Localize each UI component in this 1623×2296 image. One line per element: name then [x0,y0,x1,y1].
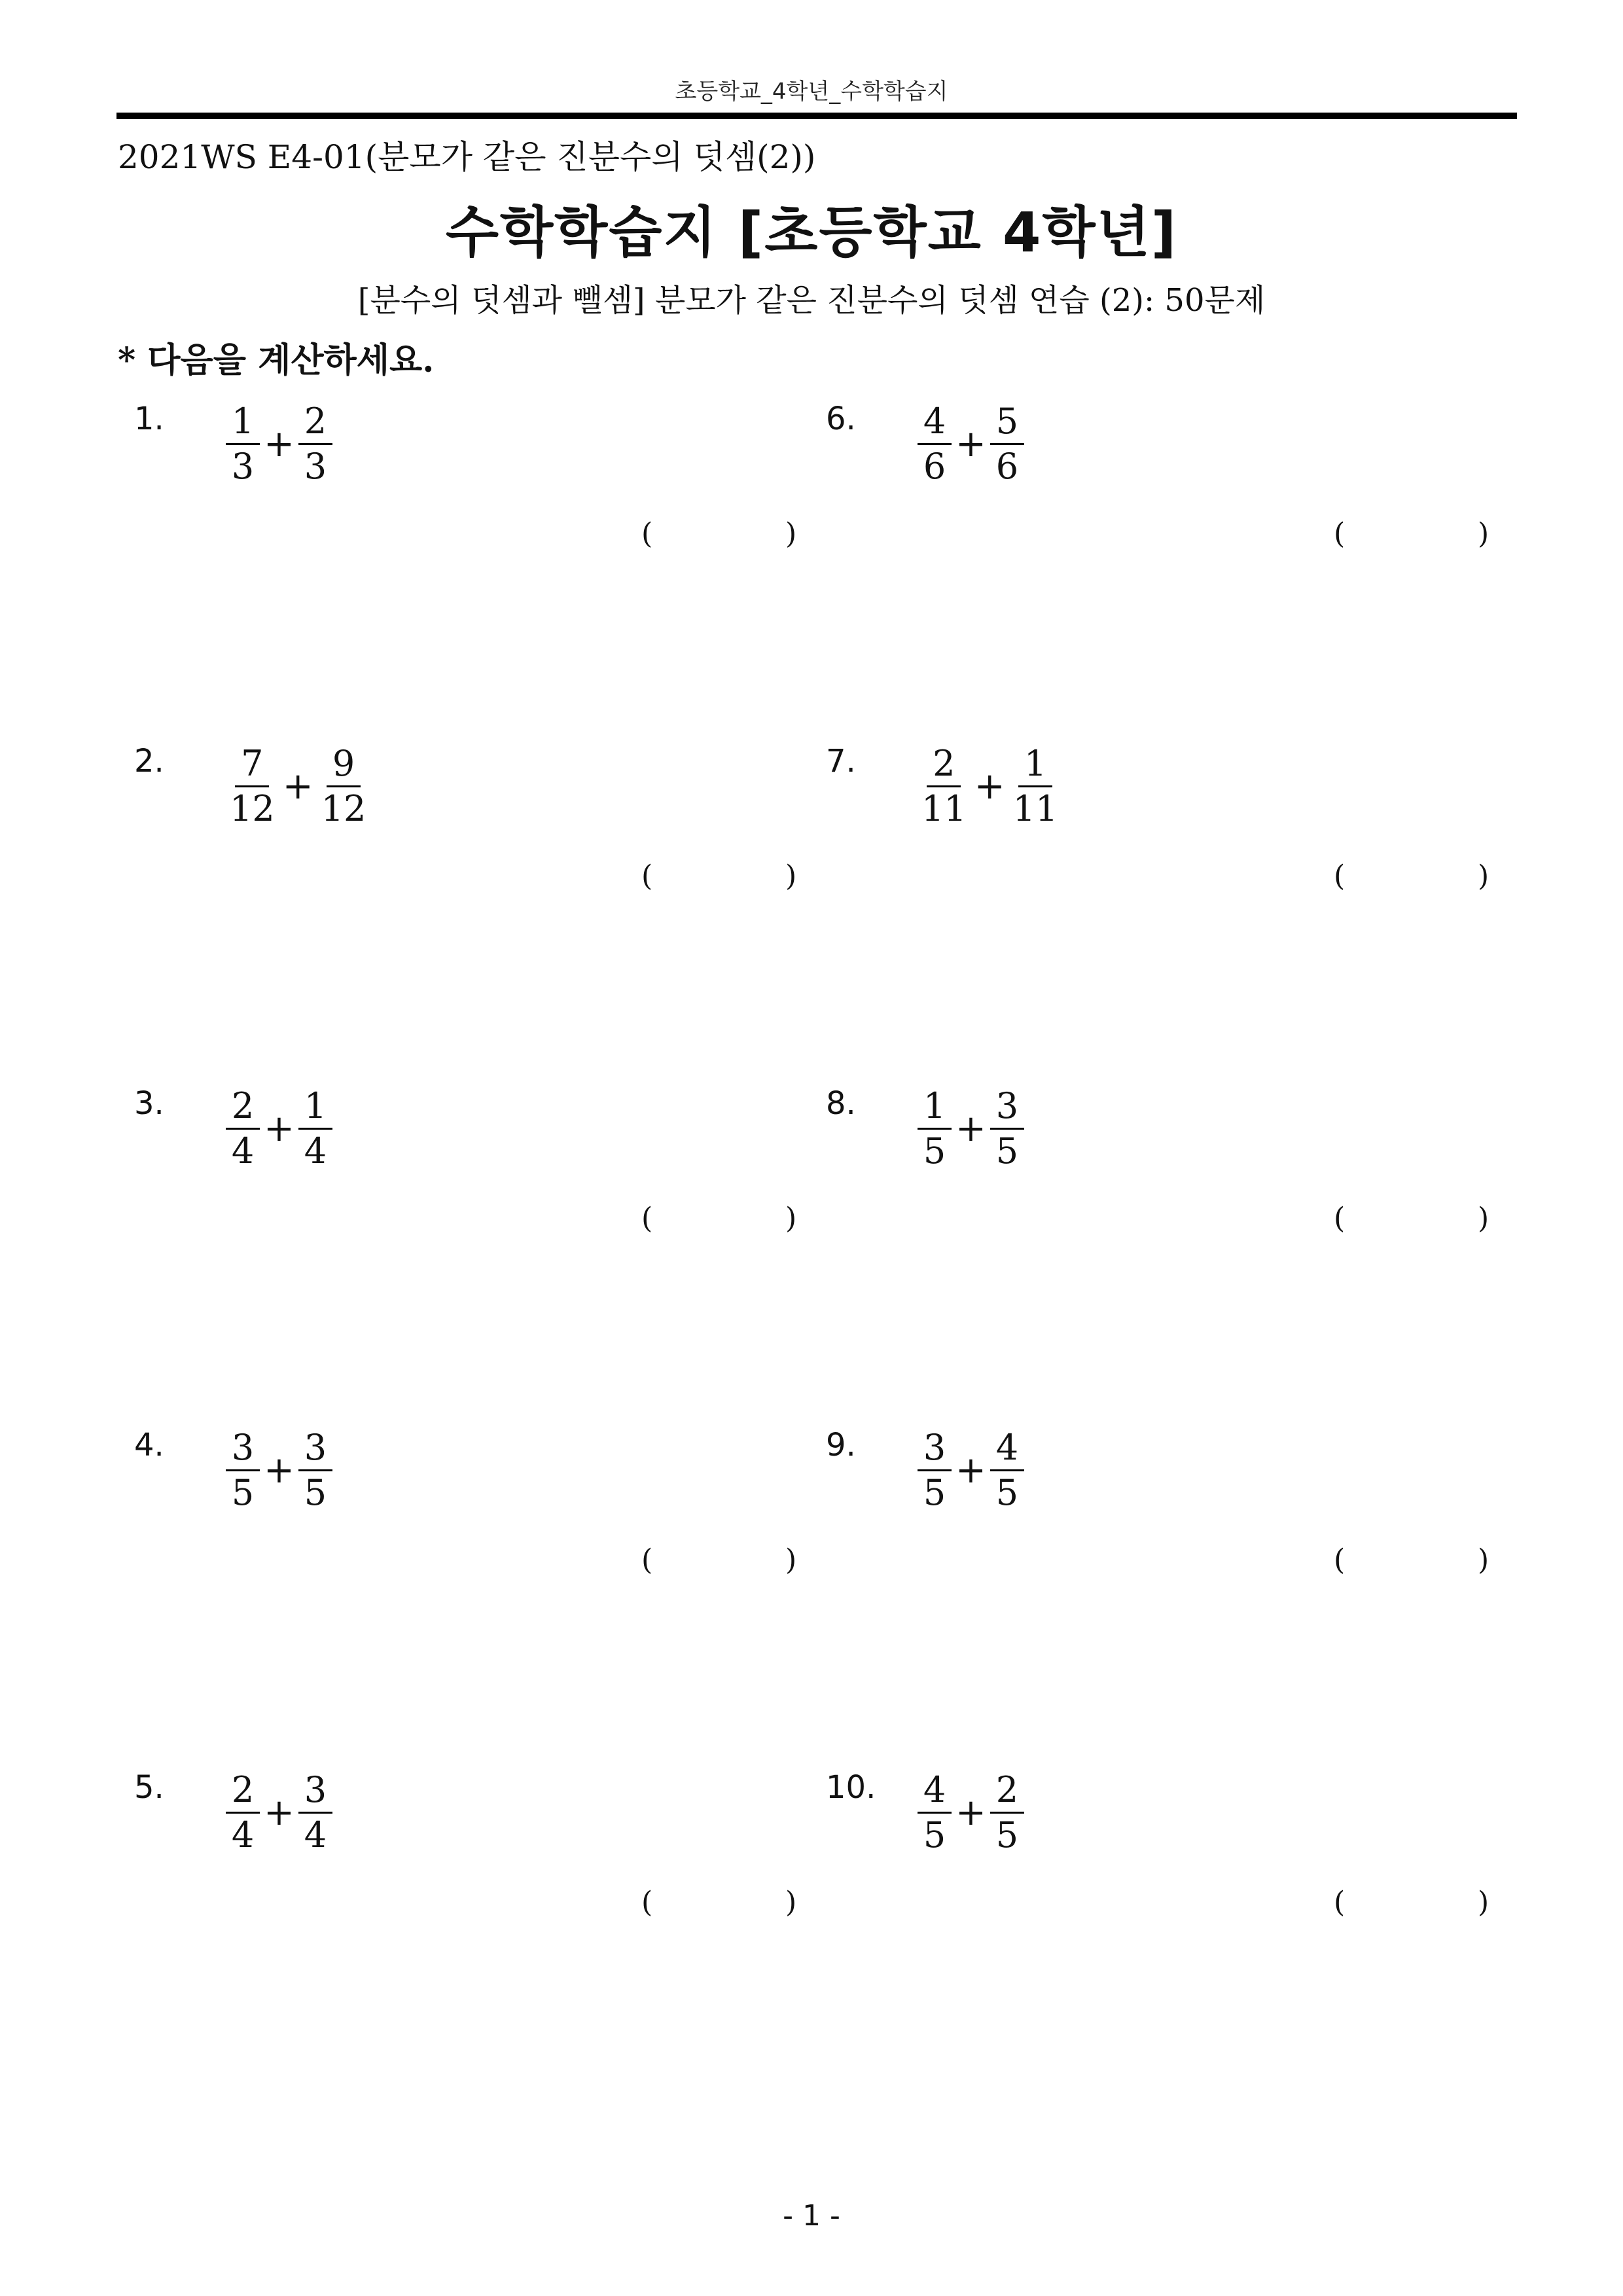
fraction-expression [918,1427,1024,1513]
answer-paren-close: ) [1478,1886,1489,1919]
plus-sign: + [955,1107,986,1150]
problem-9 [826,1427,1520,1584]
problem-3 [134,1085,828,1242]
fraction-a [918,1085,952,1172]
denominator: 12 [230,788,275,829]
answer-paren-open: ( [641,517,653,550]
fraction-expression [918,401,1024,487]
fraction-expression [226,1085,332,1172]
denominator: 3 [231,446,255,487]
numerator: 5 [990,404,1024,445]
worksheet-code: 2021WS E4-01(분모가 같은 진분수의 덧셈(2)) [118,138,816,176]
numerator: 4 [918,404,952,445]
plus-sign: + [264,1107,294,1150]
denominator: 4 [231,1814,255,1856]
numerator: 1 [226,404,260,445]
denominator: 5 [231,1472,255,1513]
numerator: 2 [927,746,961,787]
answer-paren-close: ) [1478,517,1489,550]
answer-paren-close: ) [1478,859,1489,893]
numerator: 4 [918,1772,952,1814]
fraction-a [226,1427,260,1513]
answer-paren-close: ) [785,517,797,550]
fraction-expression [226,1427,332,1513]
fraction-a [226,401,260,487]
answer-paren-close: ) [1478,1543,1489,1577]
problem-7 [826,743,1520,900]
fraction-a [226,1085,260,1172]
problem-number: 9. [826,1427,856,1463]
numerator: 2 [990,1772,1024,1814]
answer-paren-open: ( [1334,1202,1346,1235]
fraction-expression [918,1085,1024,1172]
denominator: 5 [923,1472,946,1513]
denominator: 5 [304,1472,327,1513]
fraction-b [298,1085,332,1172]
fraction-expression [918,743,1061,829]
fraction-a [918,743,971,829]
header-rule [116,113,1517,119]
problem-number: 5. [134,1769,164,1806]
denominator: 11 [1012,788,1058,829]
fraction-a [918,401,952,487]
fraction-b [990,1427,1024,1513]
denominator: 5 [923,1814,946,1856]
fraction-b [317,743,370,829]
fraction-b [298,1769,332,1856]
answer-paren-open: ( [641,1543,653,1577]
fraction-b [298,1427,332,1513]
answer-paren-open: ( [1334,1543,1346,1577]
problem-10 [826,1769,1520,1926]
page-title: 수학학습지 [초등학교 4학년] [445,200,1178,264]
plus-sign: + [282,765,313,808]
fraction-expression [226,401,332,487]
answer-paren-open: ( [1334,517,1346,550]
plus-sign: + [264,423,294,465]
numerator: 1 [918,1088,952,1130]
denominator: 5 [995,1814,1019,1856]
fraction-b [990,401,1024,487]
answer-paren-open: ( [641,859,653,893]
plus-sign: + [955,423,986,465]
denominator: 4 [304,1130,327,1172]
plus-sign: + [955,1791,986,1834]
numerator: 3 [226,1430,260,1471]
numerator: 3 [298,1430,332,1471]
problem-4 [134,1427,828,1584]
numerator: 4 [990,1430,1024,1471]
plus-sign: + [955,1449,986,1492]
numerator: 9 [327,746,361,787]
denominator: 4 [304,1814,327,1856]
fraction-a [918,1769,952,1856]
instruction: * 다음을 계산하세요. [118,340,435,380]
page-subtitle: [분수의 덧셈과 뺄셈] 분모가 같은 진분수의 덧셈 연습 (2): 50문제 [357,282,1266,319]
denominator: 5 [923,1130,946,1172]
denominator: 3 [304,446,327,487]
answer-paren-open: ( [1334,1886,1346,1919]
fraction-a [226,1769,260,1856]
denominator: 4 [231,1130,255,1172]
problem-6 [826,401,1520,558]
fraction-b [990,1769,1024,1856]
problem-number: 1. [134,401,164,437]
answer-paren-close: ) [1478,1202,1489,1235]
numerator: 2 [226,1088,260,1130]
denominator: 12 [321,788,366,829]
answer-paren-close: ) [785,1886,797,1919]
denominator: 6 [995,446,1019,487]
problem-2 [134,743,828,900]
answer-paren-close: ) [785,859,797,893]
numerator: 2 [226,1772,260,1814]
answer-paren-open: ( [641,1886,653,1919]
problem-number: 8. [826,1085,856,1122]
numerator: 2 [298,404,332,445]
plus-sign: + [264,1449,294,1492]
problem-number: 10. [826,1769,876,1806]
denominator: 11 [921,788,967,829]
fraction-expression [226,743,370,829]
answer-paren-open: ( [641,1202,653,1235]
denominator: 5 [995,1472,1019,1513]
answer-paren-open: ( [1334,859,1346,893]
numerator: 1 [1018,746,1052,787]
plus-sign: + [264,1791,294,1834]
problem-number: 6. [826,401,856,437]
problem-number: 4. [134,1427,164,1463]
problem-1 [134,401,828,558]
page-header: 초등학교_4학년_수학학습지 [675,79,948,105]
page-number: - 1 - [783,2199,840,2233]
fraction-expression [918,1769,1024,1856]
fraction-b [1009,743,1062,829]
fraction-b [298,401,332,487]
answer-paren-close: ) [785,1202,797,1235]
numerator: 3 [918,1430,952,1471]
denominator: 6 [923,446,946,487]
fraction-b [990,1085,1024,1172]
problem-5 [134,1769,828,1926]
fraction-a [918,1427,952,1513]
fraction-expression [226,1769,332,1856]
numerator: 1 [298,1088,332,1130]
problem-8 [826,1085,1520,1242]
numerator: 7 [235,746,269,787]
fraction-a [226,743,279,829]
denominator: 5 [995,1130,1019,1172]
numerator: 3 [298,1772,332,1814]
problem-number: 3. [134,1085,164,1122]
plus-sign: + [974,765,1005,808]
problem-number: 2. [134,743,164,780]
numerator: 3 [990,1088,1024,1130]
problem-number: 7. [826,743,856,780]
answer-paren-close: ) [785,1543,797,1577]
